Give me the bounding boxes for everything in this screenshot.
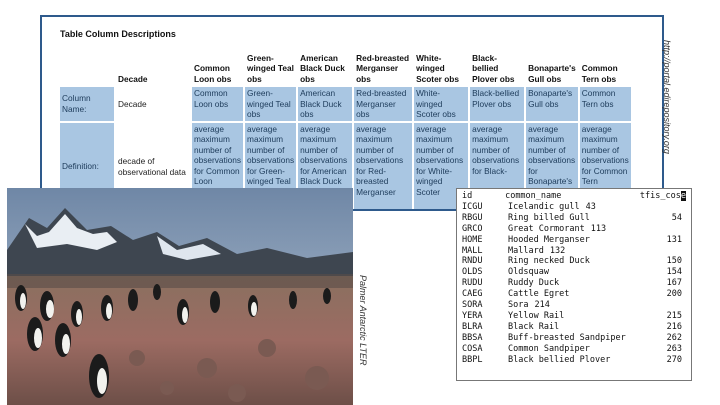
terminal-row bbox=[462, 267, 686, 278]
terminal-row bbox=[462, 289, 686, 300]
column-description-table bbox=[58, 43, 633, 211]
table-cell: White-winged Scoter obs bbox=[414, 87, 468, 121]
species-code: ICGU bbox=[462, 201, 483, 212]
table-header-cell bbox=[60, 45, 114, 85]
terminal-row bbox=[462, 300, 686, 311]
species-code: BBPL bbox=[462, 354, 483, 365]
table-cell: average maximum number of observations for Black- bbox=[470, 123, 524, 211]
species-value: 132 bbox=[549, 245, 566, 256]
species-value: 150 bbox=[666, 256, 682, 267]
species-code: CAEG bbox=[462, 289, 483, 300]
species-value: 113 bbox=[590, 223, 607, 234]
palmer-lter-credit: Palmer Antarctic LTER bbox=[358, 275, 368, 366]
species-value: 167 bbox=[666, 278, 682, 289]
table-header-cell: American Black Duck obs bbox=[298, 45, 352, 85]
species-name: Hooded Merganser bbox=[508, 234, 590, 245]
species-name-cell bbox=[508, 224, 652, 235]
table-header-cell: Green-winged Teal obs bbox=[245, 45, 296, 85]
species-code: COSA bbox=[462, 343, 483, 354]
table-cell: Column Name: bbox=[60, 87, 114, 121]
species-value: 154 bbox=[666, 267, 682, 278]
terminal-row bbox=[462, 322, 686, 333]
header-row bbox=[60, 45, 631, 85]
species-name: Buff-breasted Sandpiper bbox=[508, 332, 626, 343]
table-header-cell: Decade bbox=[116, 45, 190, 85]
table-header-cell: Common Loon obs bbox=[192, 45, 243, 85]
text-cursor[interactable]: e bbox=[680, 191, 686, 201]
portal-url-credit: http://portal.edirepository.org bbox=[662, 40, 672, 154]
species-name: Ruddy Duck bbox=[508, 278, 560, 289]
terminal-row bbox=[462, 333, 686, 344]
table-header-cell: Red-breasted Merganser obs bbox=[354, 45, 412, 85]
species-name: Black bellied Plover bbox=[508, 354, 611, 365]
table-title: Table Column Descriptions bbox=[60, 29, 176, 39]
species-value: 43 bbox=[585, 201, 596, 212]
species-name: Oldsquaw bbox=[508, 267, 549, 278]
table-cell: Bonaparte's Gull obs bbox=[526, 87, 578, 121]
table-cell: average maximum number of observations for American Black Duck bbox=[298, 123, 352, 211]
species-value: 262 bbox=[666, 332, 682, 343]
species-code: RBGU bbox=[462, 212, 483, 223]
header-tail: tfis_cose bbox=[639, 191, 686, 201]
species-value: 214 bbox=[534, 300, 550, 311]
table-cell: average maximum number of observations for White-winged Scoter bbox=[414, 123, 468, 211]
table-header-cell: Bonaparte's Gull obs bbox=[526, 45, 578, 85]
species-code: HOME bbox=[462, 234, 483, 245]
species-name: Ring necked Duck bbox=[508, 256, 590, 267]
species-code: BBSA bbox=[462, 332, 483, 343]
species-code: GRCO bbox=[462, 223, 483, 234]
terminal-row bbox=[462, 224, 686, 235]
table-descriptions-card bbox=[40, 15, 664, 211]
table-cell: Green-winged Teal obs bbox=[245, 87, 296, 121]
column-name-row bbox=[60, 87, 631, 121]
table-cell: Common Loon obs bbox=[192, 87, 243, 121]
terminal-row bbox=[462, 202, 686, 213]
species-name-cell bbox=[508, 300, 652, 311]
table-cell: average maximum number of observations for Bonaparte's bbox=[526, 123, 578, 211]
species-value: 216 bbox=[666, 321, 682, 332]
species-value: 54 bbox=[671, 212, 682, 223]
table-cell: average maximum number of observations for Common Loon bbox=[192, 123, 243, 211]
table-cell: Decade bbox=[116, 87, 190, 121]
terminal-row bbox=[462, 355, 686, 366]
header-id: id bbox=[462, 191, 473, 201]
table-cell: American Black Duck obs bbox=[298, 87, 352, 121]
table-cell: Red-breasted Merganser obs bbox=[354, 87, 412, 121]
species-code: RNDU bbox=[462, 256, 483, 267]
species-name: Cattle Egret bbox=[508, 289, 570, 300]
species-name: Great Cormorant bbox=[508, 223, 585, 234]
species-code-terminal bbox=[456, 188, 692, 381]
species-code: YERA bbox=[462, 310, 483, 321]
terminal-row bbox=[462, 256, 686, 267]
terminal-header-row bbox=[462, 191, 686, 202]
species-value: 200 bbox=[666, 289, 682, 300]
terminal-row bbox=[462, 235, 686, 246]
species-name: Icelandic gull bbox=[508, 201, 580, 212]
species-name-cell bbox=[508, 202, 652, 213]
species-code: MALL bbox=[462, 245, 483, 256]
table-header-cell: Black-bellied Plover obs bbox=[470, 45, 524, 85]
species-name: Ring billed Gull bbox=[508, 212, 590, 223]
species-code: SORA bbox=[462, 300, 483, 311]
table-cell: average maximum number of observations for Green-winged Teal bbox=[245, 123, 296, 211]
species-code: RUDU bbox=[462, 278, 483, 289]
terminal-row bbox=[462, 246, 686, 257]
penguin-colony-photo bbox=[7, 188, 353, 405]
terminal-row bbox=[462, 213, 686, 224]
header-common-name: common_name bbox=[505, 191, 562, 201]
table-header-cell: White-winged Scoter obs bbox=[414, 45, 468, 85]
table-cell: Definition: bbox=[60, 123, 114, 211]
terminal-row bbox=[462, 344, 686, 355]
terminal-row bbox=[462, 311, 686, 322]
species-name: Yellow Rail bbox=[508, 310, 565, 321]
species-value: 215 bbox=[666, 310, 682, 321]
species-value: 270 bbox=[666, 354, 682, 365]
species-code: BLRA bbox=[462, 321, 483, 332]
species-name: Mallard bbox=[508, 245, 544, 256]
table-cell: average maximum number of observations for Red-breasted Merganser bbox=[354, 123, 412, 211]
species-name: Sora bbox=[508, 300, 529, 311]
species-value: 263 bbox=[666, 343, 682, 354]
table-cell: decade of observational data bbox=[116, 123, 190, 211]
terminal-row bbox=[462, 278, 686, 289]
species-value: 131 bbox=[666, 234, 682, 245]
table-cell: Common Tern obs bbox=[580, 87, 631, 121]
species-name: Common Sandpiper bbox=[508, 343, 590, 354]
table-cell: Black-bellied Plover obs bbox=[470, 87, 524, 121]
table-header-cell: Common Tern obs bbox=[580, 45, 631, 85]
species-name-cell bbox=[508, 246, 652, 257]
species-name: Black Rail bbox=[508, 321, 560, 332]
table-cell: average maximum number of observations for Common Tern bbox=[580, 123, 631, 211]
species-code: OLDS bbox=[462, 267, 483, 278]
